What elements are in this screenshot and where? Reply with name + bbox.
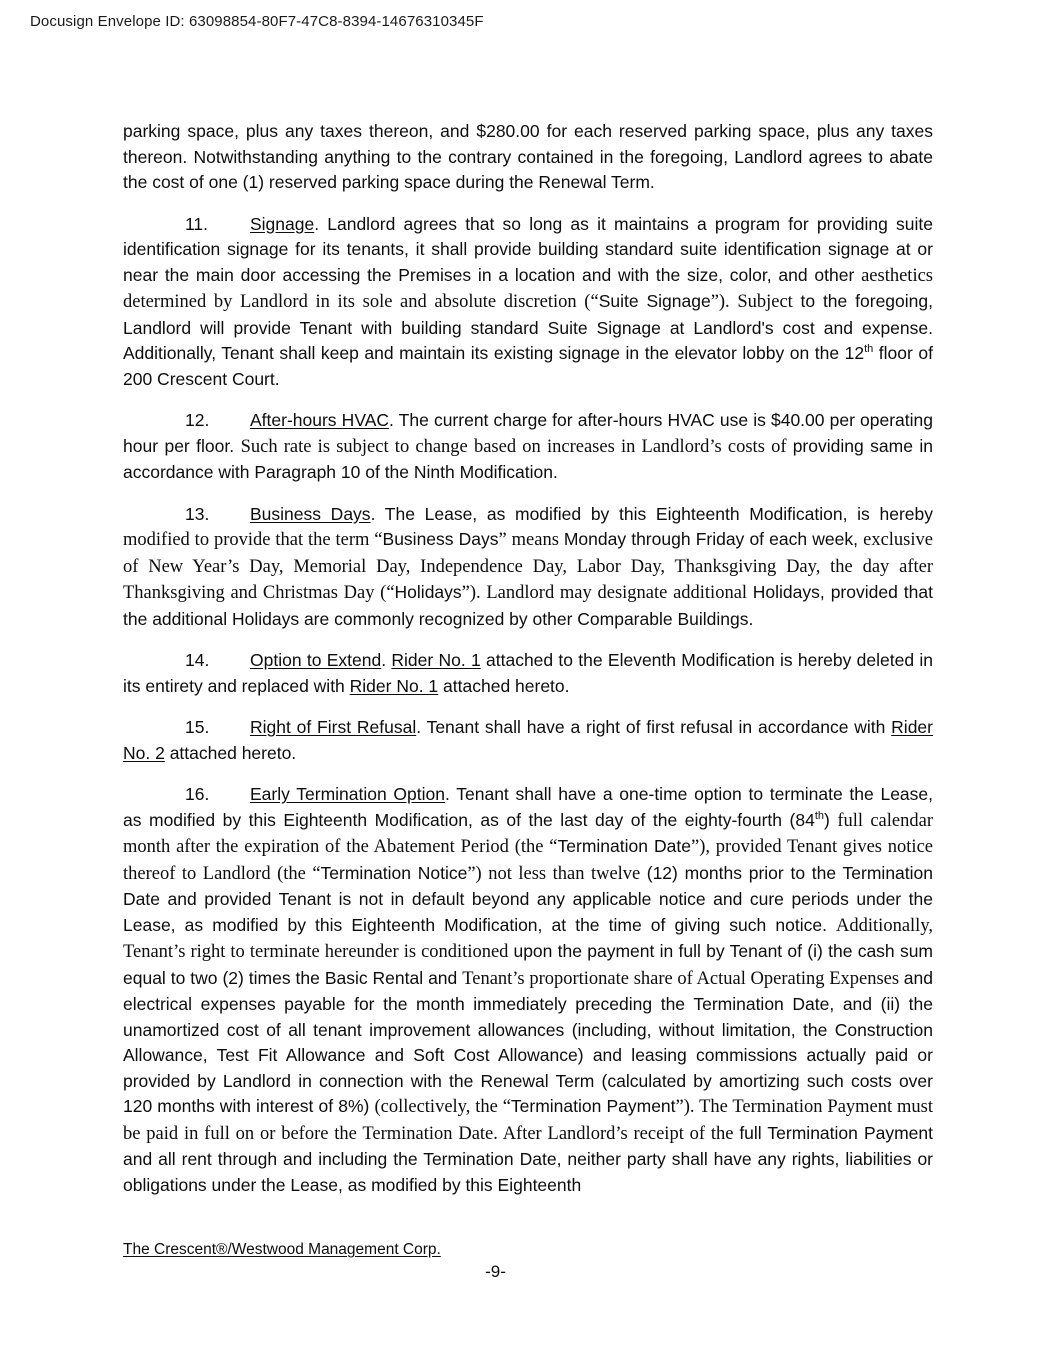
text-segment: ”). Landlord may designate additional xyxy=(461,583,753,603)
numbered-paragraph xyxy=(123,782,933,1198)
text-segment: attached hereto. xyxy=(164,742,297,763)
text-segment: ”) not less than twelve xyxy=(467,863,647,884)
text-segment: ”). Subject xyxy=(710,292,801,312)
text-segment: attached to the Eleventh Modification is hereby deleted in its entirety and replaced with xyxy=(123,650,933,696)
text-segment: exclusive of New Year’s Day, Memorial Day, Independence Day, Labor Day, Thanksgiving Day, the day after Thanksgiving and Christmas Day (“ xyxy=(123,530,933,603)
text-segment: Rider No. 1 xyxy=(349,675,439,696)
paragraph xyxy=(123,119,933,196)
paragraph-number: 13. xyxy=(185,503,210,524)
paragraph-number: 16. xyxy=(185,784,210,804)
paragraph-number: 15. xyxy=(185,717,210,737)
paragraph-number: 14. xyxy=(185,650,210,670)
numbered-paragraph xyxy=(123,502,933,633)
text-segment: . The Lease, as modified by this Eighteenth Modification, is hereby xyxy=(370,503,933,524)
text-segment: modified to provide that the term “ xyxy=(123,530,383,550)
text-segment: th xyxy=(864,343,874,355)
numbered-paragraph xyxy=(123,648,933,699)
text-segment: floor of 200 Crescent Court. xyxy=(123,343,933,389)
text-segment: providing same in accordance with Paragraph 10 of the Ninth Modification. xyxy=(123,435,933,482)
text-segment: . xyxy=(381,650,392,670)
text-segment: Monday through Friday of each week, xyxy=(563,529,864,549)
text-segment: parking space, plus any taxes thereon, and $280.00 for each reserved parking space, plus any taxes thereon. Notwithstanding anything to the contrary contained in the foregoing, Landlord agrees to abate the cost of one (1) reserved parking space during the Renewal Term. xyxy=(123,121,933,192)
text-segment: Termination Date xyxy=(557,836,691,856)
text-segment: (12) months prior to the Termination Date and provided Tenant is not in default beyond any applicable notice and cure periods under the Lease, as modified by this Eighteenth Modification, at the time of giving such notice. xyxy=(123,862,933,935)
text-segment: Tenant’s proportionate share of Actual Operating Expenses xyxy=(462,968,904,989)
text-segment: . The current charge for after-hours HVAC use is $40.00 per operating hour per floor. xyxy=(123,410,934,456)
text-segment: to the foregoing, Landlord will provide Tenant with building standard Suite Signage at Landlord's cost and expense. Additionally, Tenant shall keep and maintain its existing signage in the elevator lobby on the 12 xyxy=(123,291,933,363)
text-segment: th xyxy=(814,809,825,822)
text-segment: ”), provided Tenant gives notice thereof to Landlord (the “ xyxy=(123,837,933,884)
page-number: -9- xyxy=(485,1262,506,1281)
text-segment: Holidays xyxy=(394,582,462,602)
text-segment: (collectively, the “ xyxy=(374,1097,511,1117)
text-segment: full calendar month after the expiration of the Abatement Period (the “ xyxy=(123,810,933,857)
numbered-paragraph xyxy=(123,212,933,393)
text-segment: Additionally, Tenant’s right to terminate hereunder is conditioned xyxy=(123,915,933,962)
text-segment: Option to Extend xyxy=(250,650,382,670)
text-segment: . Tenant shall have a right of first refusal in accordance with xyxy=(416,717,892,737)
text-segment: Right of First Refusal xyxy=(250,717,417,737)
text-segment: upon the payment in full by Tenant of (i) the cash sum equal to two (2) times the Basic Rental and xyxy=(123,941,933,988)
text-segment: Termination Notice xyxy=(320,862,468,883)
numbered-paragraph xyxy=(123,408,933,486)
document-body xyxy=(123,119,933,1214)
text-segment: Business Days xyxy=(250,503,371,524)
text-segment: Business Days xyxy=(382,529,499,549)
text-segment: full Termination Payment and all rent through and including the Termination Date, neither party shall have any rights, liabilities or obligations under the Lease, as modified by this Eighteenth xyxy=(123,1122,933,1195)
paragraph-number: 11. xyxy=(185,213,209,234)
text-segment: Early Termination Option xyxy=(250,784,445,804)
text-segment: attached hereto. xyxy=(438,675,570,696)
text-segment: aesthetics determined by Landlord in its sole and absolute discretion (“ xyxy=(123,265,933,312)
text-segment: Such rate is subject to change based on increases in Landlord’s costs of xyxy=(240,436,793,457)
text-segment: Rider No. 1 xyxy=(391,650,481,670)
text-segment: Signage xyxy=(250,213,315,234)
text-segment: . Tenant shall have a one-time option to terminate the Lease, as modified by this Eighteenth Modification, as of the last day of the eighty-fourth (84 xyxy=(123,784,934,830)
text-segment: Suite Signage xyxy=(598,291,711,311)
text-segment: ) xyxy=(824,809,838,830)
text-segment: . Landlord agrees that so long as it maintains a program for providing suite identification signage for its tenants, it shall provide building standard suite identification signage at or near the main door accessing the Premises in a location and with the size, color, and other xyxy=(123,213,933,285)
text-segment: and electrical expenses payable for the month immediately preceding the Termination Date, and (ii) the unamortized cost of all tenant improvement allowances (including, without limitation, the Construction Allowance, Test Fit Allowance and Soft Cost Allowance) and leasing commissions actually paid or provided by Landlord in connection with the Renewal Term (calculated by amortizing such costs over 120 months with interest of 8%) xyxy=(123,967,933,1116)
text-segment: Holidays, provided that the additional Holidays are commonly recognized by other Comparable Buildings. xyxy=(123,582,933,629)
paragraph-number: 12. xyxy=(185,410,210,430)
text-segment: ”). The Termination Payment must be paid in full on or before the Termination Date. After Landlord’s receipt of the xyxy=(123,1097,933,1144)
docusign-envelope-id: Docusign Envelope ID: 63098854-80F7-47C8-8394-14676310345F xyxy=(30,13,484,30)
text-segment: After-hours HVAC xyxy=(250,410,390,430)
numbered-paragraph xyxy=(123,715,933,766)
footer-company: The Crescent®/Westwood Management Corp. xyxy=(123,1241,441,1258)
text-segment: Rider No. 2 xyxy=(123,717,933,763)
text-segment: Termination Payment xyxy=(510,1096,676,1116)
text-segment: ” means xyxy=(498,530,564,550)
